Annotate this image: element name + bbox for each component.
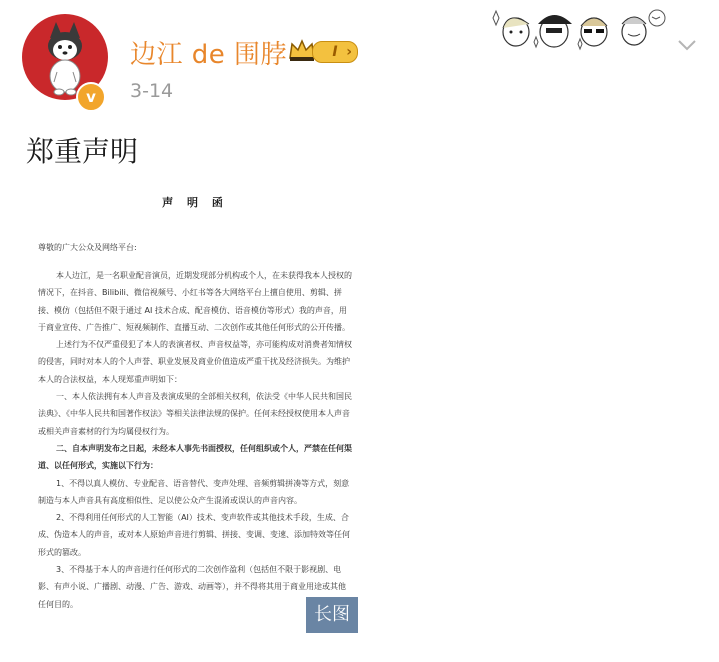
document-paragraph: 3、不得基于本人的声音进行任何形式的二次创作盈利（包括但不限于影视剧、电影、有声小说、广播剧、动漫、广告、游戏、动画等），并不得将其用于商业用途或其他任何目的。	[38, 565, 346, 609]
username-link[interactable]: 边江 de 围脖	[130, 40, 288, 70]
document-paragraph: 二、自本声明发布之日起，未经本人事先书面授权，任何组织或个人，严禁在任何渠道、以任何形式，实施以下行为：	[38, 443, 352, 471]
document-paragraph: 2、不得利用任何形式的人工智能（AI）技术、变声软件或其他技术手段，生成、合成、伪造本人的声音，或对本人原始声音进行剪辑、拼接、变调、变速、添加特效等任何形式的篡改。	[38, 513, 350, 557]
document-paragraph: 一、本人依法拥有本人声音及表演成果的全部相关权利，依法受《中华人民共和国民法典》、《中华人民共和国著作权法》等相关法律法规的保护。任何未经授权使用本人声音或相关声音素材的行为均属侵权行为。	[38, 392, 352, 436]
document-title: 声 明 函	[162, 196, 228, 209]
statement-image[interactable]	[30, 180, 360, 635]
document-greeting: 尊敬的广大公众及网络平台:	[38, 243, 137, 252]
long-image-badge[interactable]: 长图	[306, 597, 358, 633]
document-paragraph: 上述行为不仅严重侵犯了本人的表演者权、声音权益等，亦可能构成对消费者知情权的侵害，同时对本人的个人声誉、职业发展及商业价值造成严重干扰及经济损失。为维护本人的合法权益，本人现郑重声明如下：	[38, 340, 352, 384]
document-paragraph: 1、不得以真人模仿、专业配音、语音替代、变声处理、音频剪辑拼凑等方式，刻意制造与本人声音具有高度相似性、足以使公众产生混淆或误认的声音内容。	[38, 478, 350, 505]
post-date: 3-14	[130, 80, 174, 102]
vip-level: I	[332, 44, 338, 60]
vip-arrow-icon: ›	[346, 44, 352, 60]
post-text: 郑重声明	[26, 135, 139, 168]
verified-badge-icon: v	[76, 82, 106, 112]
document-paragraph: 本人边江，是一名职业配音演员，近期发现部分机构或个人，在未获得我本人授权的情况下，在抖音、Bilibili、微信视频号、小红书等各大网络平台上擅自使用、剪辑、拼接、模仿（包括但不限于通过 AI 技术合成、配音模仿、语音模仿等形式）我的声音，用于商业宣传、广告推广、短视频制作、直播互动、二次创作或其他任何形式的公开传播。	[38, 271, 352, 332]
chevron-down-icon[interactable]	[676, 34, 698, 56]
cartoon-sticker-banner	[490, 4, 670, 54]
vip-badge[interactable]	[288, 36, 360, 64]
